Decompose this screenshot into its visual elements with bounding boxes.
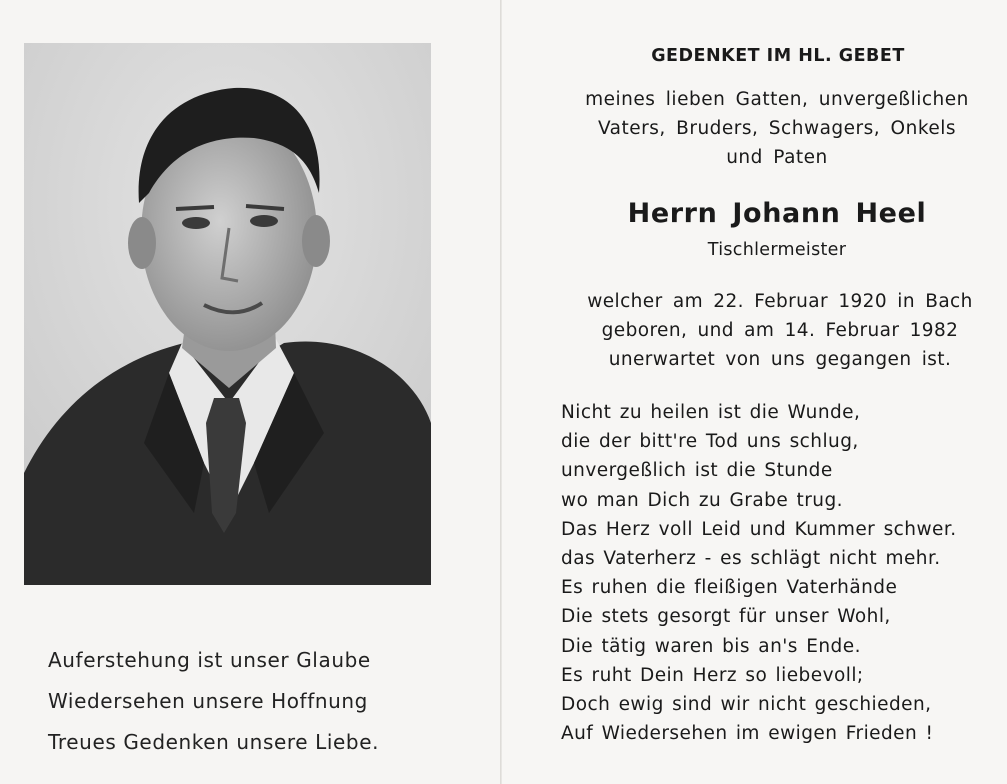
quote-line: Wiedersehen unsere Hoffnung [48, 689, 368, 713]
poem-line: Es ruhen die fleißigen Vaterhände [561, 577, 898, 599]
poem-line: Das Herz voll Leid und Kummer schwer. [561, 518, 957, 540]
portrait-illustration [24, 43, 431, 585]
memorial-quote [48, 645, 468, 768]
poem-line: unvergeßlich ist die Stunde [561, 460, 833, 482]
poem-line: Die tätig waren bis an's Ende. [561, 635, 861, 657]
portrait-photo [24, 43, 431, 585]
poem-line: wo man Dich zu Grabe trug. [561, 489, 843, 511]
life-dates [560, 287, 1000, 374]
date-line: geboren, und am 14. Februar 1982 [601, 320, 959, 341]
poem-line: Es ruht Dein Herz so liebevoll; [561, 664, 864, 686]
poem-line: Doch ewig sind wir nicht geschieden, [561, 693, 932, 715]
card-heading: GEDENKET IM HL. GEBET [651, 46, 905, 66]
poem-line: die der bitt're Tod uns schlug, [561, 431, 859, 453]
deceased-name: Herrn Johann Heel [627, 198, 927, 229]
memorial-poem [561, 398, 1001, 748]
quote-line: Auferstehung ist unser Glaube [48, 648, 371, 672]
quote-line: Treues Gedenken unsere Liebe. [48, 730, 380, 754]
poem-line: Die stets gesorgt für unser Wohl, [561, 606, 891, 628]
intro-line: meines lieben Gatten, unvergeßlichen [585, 89, 969, 110]
intro-text [532, 85, 1007, 172]
intro-line: und Paten [726, 147, 828, 168]
profession: Tischlermeister [707, 240, 847, 260]
intro-line: Vaters, Bruders, Schwagers, Onkels [597, 118, 957, 139]
poem-line: Auf Wiedersehen im ewigen Frieden ! [561, 723, 934, 745]
poem-line: Nicht zu heilen ist die Wunde, [561, 402, 861, 423]
poem-line: das Vaterherz - es schlägt nicht mehr. [561, 547, 941, 569]
date-line: welcher am 22. Februar 1920 in Bach [587, 291, 973, 312]
date-line: unerwartet von uns gegangen ist. [608, 349, 952, 370]
